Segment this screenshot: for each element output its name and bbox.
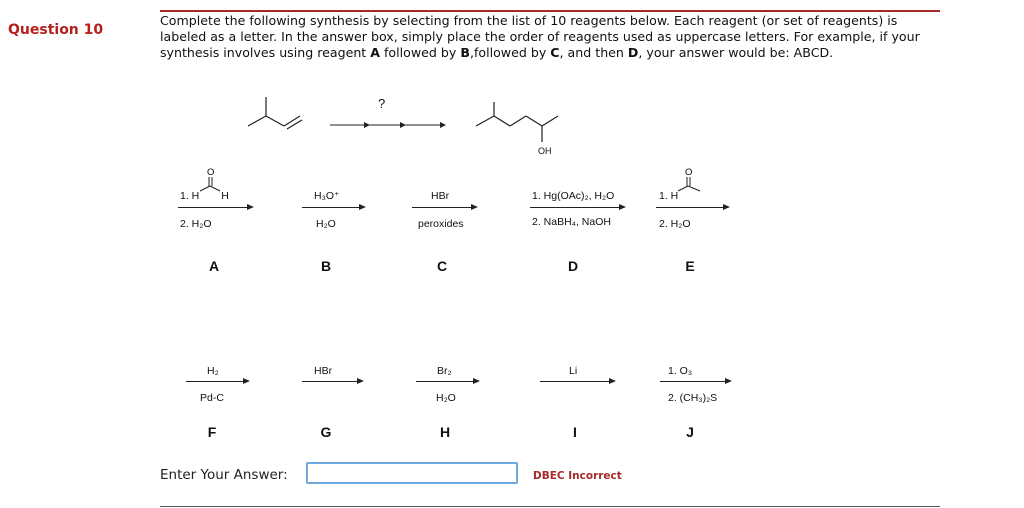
reagent-c-step1: HBr: [431, 190, 450, 202]
reagent-h-step1: Br₂: [437, 365, 452, 377]
reagent-e-letter: E: [685, 258, 695, 274]
reagent-d-letter: D: [567, 258, 579, 274]
reagent-a-step2: 2. H₂O: [180, 218, 212, 230]
bottom-divider: [160, 506, 940, 507]
answer-label: Enter Your Answer:: [160, 467, 288, 483]
reagent-c-letter: C: [436, 258, 448, 274]
reagent-h-step2: H₂O: [436, 392, 456, 404]
reagent-h-arrow: [416, 381, 474, 382]
reagent-b-letter: B: [320, 258, 332, 274]
question-number: Question 10: [8, 22, 104, 38]
reagent-b-step1: H₃O⁺: [314, 190, 340, 202]
reagent-f-step2: Pd-C: [200, 392, 224, 404]
reagent-g-step1: HBr: [314, 365, 333, 377]
reagent-a-letter: A: [208, 258, 220, 274]
svg-text:O: O: [685, 167, 693, 178]
reagent-d-arrow: [530, 207, 620, 208]
reagent-d-step2: 2. NaBH₄, NaOH: [532, 216, 611, 228]
reagent-f-arrow: [186, 381, 244, 382]
reagent-e-step2: 2. H₂O: [659, 218, 691, 230]
svg-text:O: O: [207, 167, 215, 178]
formaldehyde-structure: [190, 166, 230, 192]
reagent-b-arrow: [302, 207, 360, 208]
reagent-f-step1: H₂: [207, 365, 219, 377]
reagent-g-letter: G: [320, 424, 332, 440]
answer-input[interactable]: [306, 462, 518, 484]
reagent-a-step1: 1. H H: [180, 190, 229, 202]
reagent-c-arrow: [412, 207, 472, 208]
synthesis-scheme: [240, 92, 580, 162]
answer-status: DBEC Incorrect: [533, 470, 622, 482]
top-divider: [160, 10, 940, 12]
reagent-i-letter: I: [573, 424, 577, 440]
acetaldehyde-structure: [668, 166, 708, 192]
reagent-i-arrow: [540, 381, 610, 382]
reagent-j-letter: J: [686, 424, 694, 440]
reagent-b-step2: H₂O: [316, 218, 336, 230]
reagent-c-step2: peroxides: [418, 218, 464, 230]
reagent-i-step1: Li: [569, 365, 578, 377]
hydroxyl-label: OH: [538, 146, 552, 156]
reagent-j-arrow: [660, 381, 726, 382]
starting-material-structure: [248, 97, 302, 129]
reagent-f-letter: F: [207, 424, 217, 440]
question-instructions: Complete the following synthesis by selecting from the list of 10 reagents below. Each reagent (or set of reagents) is labeled as a letter. In the answer box, simply place the order of reagents used as uppercase letters. For example, if your synthesis involves using reagent A followed by B,followed by C, and then D, your answer would be: ABCD.: [160, 13, 920, 60]
reagent-a-arrow: [178, 207, 248, 208]
reagent-j-step1: 1. O₃: [668, 365, 693, 377]
reagent-g-arrow: [302, 381, 358, 382]
reagent-h-letter: H: [439, 424, 451, 440]
unknown-reagents-marker: ?: [378, 96, 386, 111]
reagent-e-arrow: [656, 207, 724, 208]
reagent-d-step1: 1. Hg(OAc)₂, H₂O: [532, 190, 615, 202]
reagent-j-step2: 2. (CH₃)₂S: [668, 392, 718, 404]
product-structure: [476, 102, 558, 142]
reagent-e-step1: 1. H: [659, 190, 679, 202]
